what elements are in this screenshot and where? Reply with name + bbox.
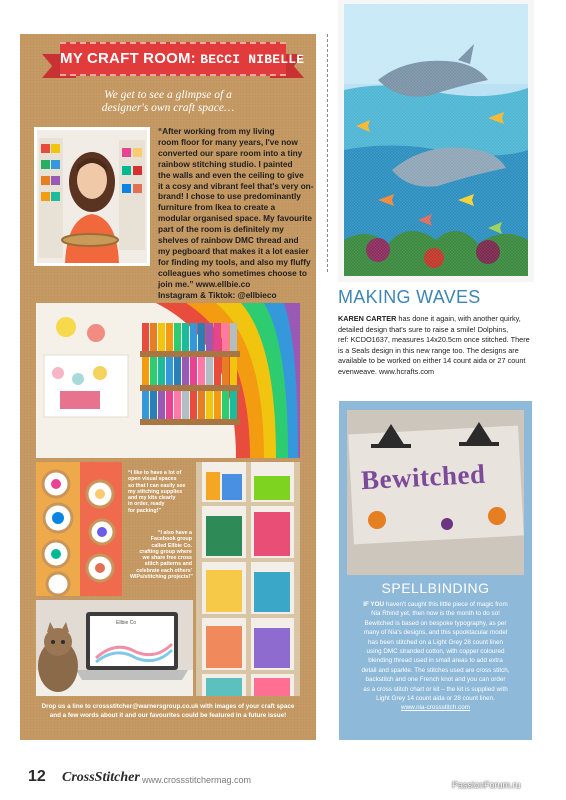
- banner-designer-name: BECCI NIBELLE: [200, 52, 305, 67]
- thread-spool: [206, 391, 213, 419]
- callout-line: stitch patterns and: [144, 561, 192, 568]
- thread-spool: [142, 323, 149, 351]
- thread-spool: [142, 391, 149, 419]
- thread-spool: [142, 357, 149, 385]
- thread-spool: [158, 357, 165, 385]
- body-lead: KAREN CARTER: [338, 314, 397, 323]
- thread-spool: [198, 323, 205, 351]
- laptop-screen-text: Ellbie Co: [116, 620, 137, 626]
- designer-quote: [158, 126, 314, 301]
- callout-line: WIPs/stitching projects!”: [130, 574, 193, 581]
- quote-line: furniture from Ikea to create a: [158, 202, 276, 213]
- column-divider: [327, 34, 328, 272]
- quote-line: my pegboard that makes it a lot easier: [158, 245, 309, 256]
- quote-line: join me.” www.ellbie.co: [158, 278, 251, 289]
- craft-room-banner: [42, 38, 304, 86]
- thread-spool: [174, 391, 181, 419]
- quote-line: shelves of rainbow DMC thread and: [158, 235, 299, 246]
- spellbinding-body: [339, 600, 532, 713]
- artwork-word: Bewitched: [360, 458, 487, 496]
- thread-spool: [166, 391, 173, 419]
- callout-line: celebrate each others': [136, 567, 192, 574]
- thread-spool: [190, 357, 197, 385]
- callout-open-spaces: [128, 470, 185, 514]
- thread-spool: [174, 323, 181, 351]
- thread-spool: [190, 391, 197, 419]
- thread-spool: [182, 391, 189, 419]
- quote-line: “After working from my living: [158, 126, 275, 136]
- body-lead: IF YOU: [363, 601, 385, 608]
- making-waves-body: [338, 314, 538, 377]
- body-line: has been stitched on a Light Grey 28 count linen: [367, 638, 504, 646]
- body-line: available to be worked on either 14 count aida or 27 count: [338, 356, 526, 365]
- thread-spool: [166, 357, 173, 385]
- watermark: PassionForum.ru: [452, 780, 521, 790]
- banner-prefix: MY CRAFT ROOM:: [60, 50, 196, 67]
- callout-line: “I like to have a lot of: [128, 470, 182, 476]
- thread-spool: [230, 357, 237, 385]
- quote-line: room floor for many years, I've now: [158, 136, 298, 147]
- callout-line: for packing!”: [128, 507, 161, 514]
- quote-line: Instagram & Tiktok: @ellbieco: [158, 289, 277, 300]
- callout-line: and my kits clearly: [128, 495, 176, 502]
- body-line: evenweave. www.hcrafts.com: [338, 366, 435, 376]
- thread-spool: [214, 323, 221, 351]
- bewitched-cross-stitch-image: [347, 410, 524, 575]
- quote-line: brand! I chose to use predominantly: [158, 191, 301, 202]
- callout-line: Facebook group: [150, 536, 192, 543]
- kit-storage-shelves-photo: [196, 462, 300, 696]
- banner-title: [60, 42, 305, 76]
- callout-line: in order, ready: [128, 501, 165, 508]
- quote-line: converted our spare room into a tiny: [158, 147, 303, 158]
- thread-spool: [206, 357, 213, 385]
- callout-line: crafting group where: [139, 548, 192, 555]
- quote-line: modular organised space. My favourite: [158, 213, 312, 224]
- body-line: as a cross stitch chart or kit – the kit is supplied with: [363, 685, 508, 693]
- website-link[interactable]: www.nia-crossstitch.com: [401, 704, 470, 712]
- designer-portrait-photo: [34, 127, 150, 266]
- thread-spool: [222, 391, 229, 419]
- body-text: haven't caught this little piece of magic from: [384, 601, 508, 608]
- thread-spool: [198, 391, 205, 419]
- body-line: detailed design that's sure to raise a smile! Dolphins,: [338, 324, 509, 334]
- submission-invite: [22, 703, 314, 720]
- quote-line: colleagues who sometimes choose to: [158, 267, 307, 278]
- dolphins-cross-stitch-image: [338, 0, 534, 282]
- body-line: ref: KCDO1637, measures 14x20.5cm once stitched. There: [338, 335, 530, 344]
- callout-line: “I also have a: [157, 530, 192, 536]
- storage-shelves-illustration: [196, 462, 300, 696]
- callout-line: called Ellbie Co.: [151, 542, 192, 549]
- quote-line: it a cosy and vibrant feel that's very on-: [158, 180, 314, 191]
- thread-spool: [198, 357, 205, 385]
- body-line: is a Seals design in this new range too. The designs are: [338, 345, 519, 355]
- body-line: Bewitched is based on bespoke typography, as per: [364, 619, 507, 627]
- thread-spool: [230, 323, 237, 351]
- thread-spool: [222, 357, 229, 385]
- thread-spool: [230, 391, 237, 419]
- cat-and-laptop-photo: [36, 600, 193, 696]
- invite-line: Drop us a line to crossstitcher@warnersgroup.co.uk with images of your craft space: [41, 703, 295, 710]
- thread-spool: [214, 391, 221, 419]
- thread-spool: [190, 323, 197, 351]
- thread-spool: [222, 323, 229, 351]
- body-line: using DMC stranded cotton, with copper coloured: [366, 648, 505, 656]
- thread-spool: [166, 323, 173, 351]
- body-line: backstitch and one French knot and you can order: [365, 676, 506, 684]
- thread-spool: [214, 357, 221, 385]
- body-line: many of Nia's designs, and this spooktacular model: [363, 629, 508, 637]
- subtitle-line: designer's own craft space…: [101, 102, 235, 114]
- callout-line: open visual spaces: [128, 476, 177, 483]
- thread-spool: [150, 323, 157, 351]
- thread-spool: [174, 357, 181, 385]
- portrait-illustration: [37, 130, 147, 263]
- callout-facebook-group: [130, 530, 192, 580]
- thread-spool: [182, 357, 189, 385]
- feature-subtitle: [40, 89, 296, 115]
- invite-line: and a few words about it and our favourites could be featured in a future issue!: [49, 711, 287, 719]
- making-waves-heading: MAKING WAVES: [338, 287, 481, 307]
- callout-line: we share free cross: [142, 555, 192, 562]
- embroidery-hoops-photo: [36, 462, 122, 596]
- quote-line: part of the room is definitely my: [158, 224, 284, 235]
- body-line: Light Grey 14 count aida or 28 count linen.: [376, 695, 495, 703]
- subtitle-line: We get to see a glimpse of a: [104, 89, 232, 101]
- thread-spool: [182, 323, 189, 351]
- hoops-illustration: [36, 462, 122, 596]
- thread-spool: [158, 391, 165, 419]
- craft-room-shelves-photo: [36, 303, 300, 458]
- page-number: 12: [28, 768, 46, 785]
- dolphins-illustration: [338, 0, 534, 282]
- body-line: [338, 314, 538, 325]
- thread-spool: [206, 323, 213, 351]
- body-line: detail and sparkle. The stitches used are cross stitch,: [361, 666, 510, 674]
- quote-line: for finding my tools, and also my fluffy: [158, 256, 311, 267]
- laptop-illustration: [36, 600, 193, 696]
- body-line: blending thread used in small areas to add extra: [368, 657, 503, 665]
- callout-line: my stitching supplies: [128, 488, 183, 495]
- callout-line: so that I can easily see: [128, 482, 186, 489]
- quote-line: the walls and even the ceiling to give: [158, 169, 304, 180]
- thread-spool: [158, 323, 165, 351]
- magazine-brand: CrossStitcher: [62, 770, 140, 785]
- spellbinding-heading: SPELLBINDING: [381, 580, 490, 596]
- rainbow-wall-illustration: [36, 303, 300, 458]
- thread-spool: [150, 357, 157, 385]
- quote-line: rainbow stitching studio. I painted: [158, 158, 293, 169]
- thread-spool: [150, 391, 157, 419]
- magazine-url[interactable]: www.crossstitchermag.com: [142, 775, 252, 785]
- body-text: has done it again, with another quirky,: [396, 314, 521, 323]
- body-line: Nia Rhind yet, then now is the month to do so!: [371, 610, 500, 618]
- body-line: [339, 600, 532, 609]
